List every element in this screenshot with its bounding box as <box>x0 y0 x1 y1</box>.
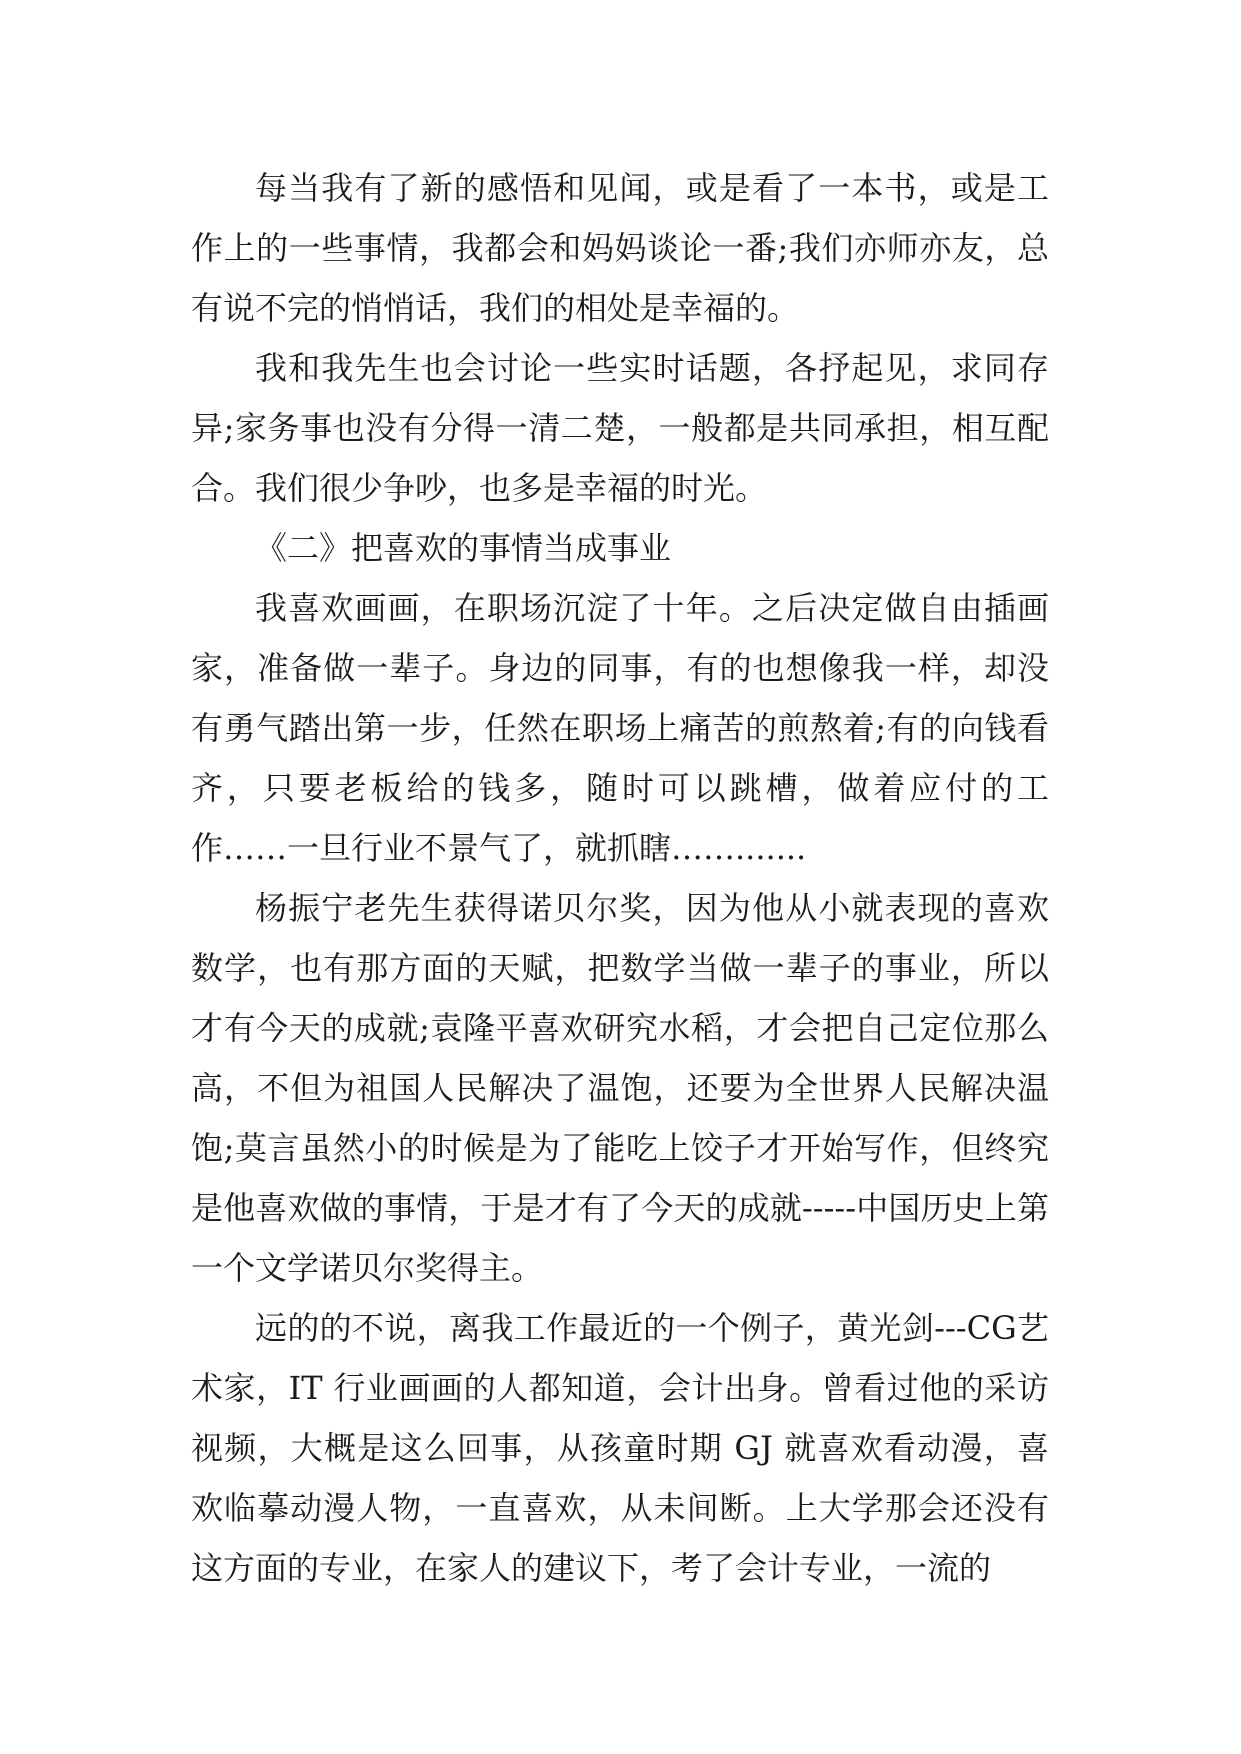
paragraph-5: 远的的不说，离我工作最近的一个例子，黄光剑---CG艺术家，IT 行业画画的人都知道，会计出身。曾看过他的采访视频，大概是这么回事，从孩童时期 GJ 就喜欢看动漫，喜欢临摹动漫人物，一直喜欢，从未间断。上大学那会还没有这方面的专业，在家人的建议下，考了会计专业，一流的 <box>191 1309 1049 1587</box>
document-body <box>191 158 1049 1598</box>
paragraph-2: 我和我先生也会讨论一些实时话题，各抒起见，求同存异;家务事也没有分得一清二楚，一般都是共同承担，相互配合。我们很少争吵，也多是幸福的时光。 <box>191 349 1049 507</box>
paragraph-3: 我喜欢画画，在职场沉淀了十年。之后决定做自由插画家，准备做一辈子。身边的同事，有的也想像我一样，却没有勇气踏出第一步，任然在职场上痛苦的煎熬着;有的向钱看齐，只要老板给的钱多，随时可以跳槽，做着应付的工作……一旦行业不景气了，就抓瞎……....... <box>191 589 1049 867</box>
paragraph-1: 每当我有了新的感悟和见闻，或是看了一本书，或是工作上的一些事情，我都会和妈妈谈论一番;我们亦师亦友，总有说不完的悄悄话，我们的相处是幸福的。 <box>191 169 1049 327</box>
paragraph-4: 杨振宁老先生获得诺贝尔奖，因为他从小就表现的喜欢数学，也有那方面的天赋，把数学当做一辈子的事业，所以才有今天的成就;袁隆平喜欢研究水稻，才会把自己定位那么高，不但为祖国人民解决了温饱，还要为全世界人民解决温饱;莫言虽然小的时候是为了能吃上饺子才开始写作，但终究是他喜欢做的事情，于是才有了今天的成就-----中国历史上第一个文学诺贝尔奖得主。 <box>191 889 1049 1287</box>
section-heading: 《二》把喜欢的事情当成事业 <box>255 529 672 567</box>
